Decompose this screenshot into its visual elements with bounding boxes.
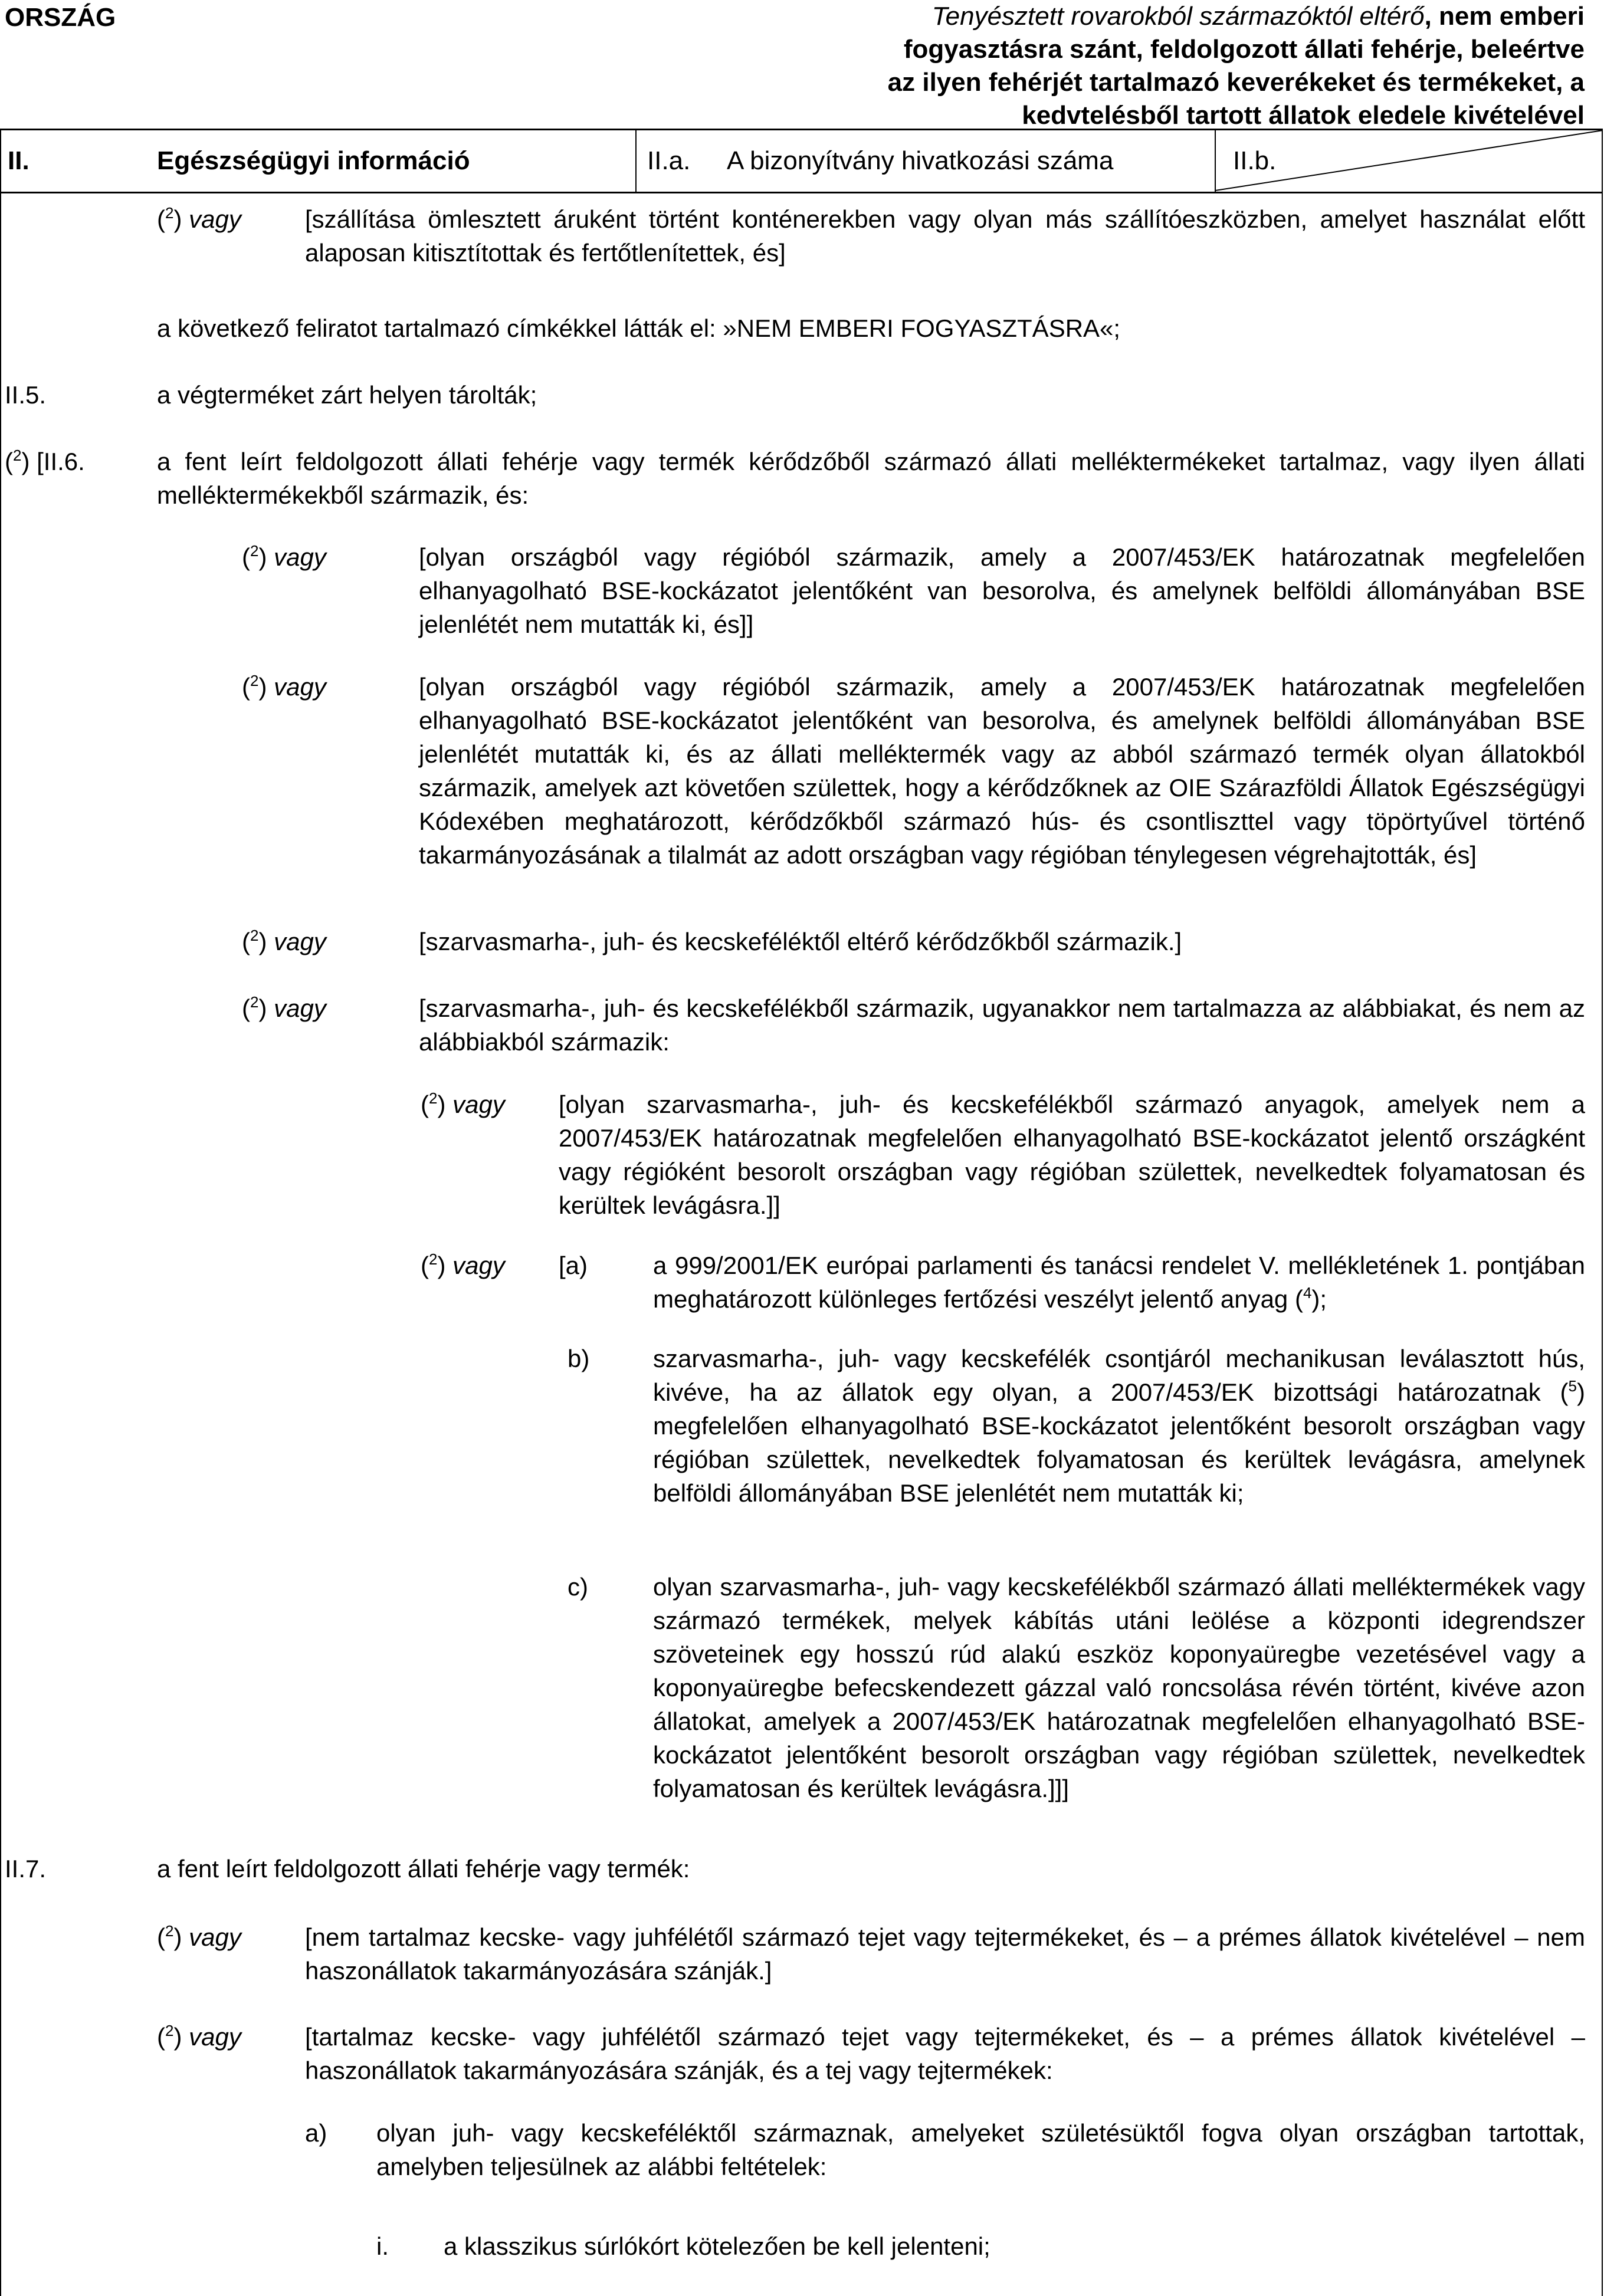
iib-label: II.b. bbox=[1233, 146, 1277, 175]
sub-item-a-tail: ); bbox=[1311, 1285, 1327, 1313]
option-marker: ($^2$) vagy bbox=[242, 672, 326, 701]
footnote-ref: 2 bbox=[165, 1922, 174, 1940]
footnote-ref: 2 bbox=[165, 204, 174, 222]
footnote-ref: 2 bbox=[250, 542, 259, 560]
ii7-sub-item-i-text: a klasszikus súrlókórt kötelezően be kell jelenteni; bbox=[444, 2232, 990, 2260]
footnote-ref: 5 bbox=[1568, 1377, 1577, 1395]
bulk-transport-option: [szállítása ömlesztett áruként történt konténerekben vagy olyan más szállítóeszközben, amelyet használat előtt alaposan kitisztítottak és fertőtlenítettek, és] bbox=[305, 205, 1585, 267]
footnote-ref: 2 bbox=[165, 2022, 174, 2039]
option-marker: ($^2$) vagy bbox=[421, 1089, 505, 1118]
item-text-ii6: a fent leírt feldolgozott állati fehérje vagy termék kérődzőből származó állati melléktermékeket tartalmaz, vagy ilyen állati melléktermékekből származik, és: bbox=[157, 448, 1585, 509]
vagy-label: vagy bbox=[189, 2023, 241, 2051]
sub-item-label-a: a) bbox=[305, 2119, 327, 2147]
title-bold-line-2: fogyasztásra szánt, feldolgozott állati fehérje, beleértve bbox=[903, 35, 1585, 64]
sub-item-label-c: c) bbox=[568, 1573, 588, 1601]
title-bold-line-3: az ilyen fehérjét tartalmazó keverékeket és termékeket, a bbox=[887, 68, 1585, 97]
section-title: Egészségügyi információ bbox=[157, 146, 470, 175]
option-marker: ($^2$) vagy bbox=[421, 1250, 505, 1279]
ii6-option-negligible-no-bse: [olyan országból vagy régióból származik, amely a 2007/453/EK határozatnak megfelelően elhanyagolható BSE-kockázatot jelentőként van besorolva, és amelynek belföldi állományában BSE jelenlétét nem mutatták ki, és]] bbox=[419, 543, 1585, 638]
ii6-option-bovine-ovine-caprine: [szarvasmarha-, juh- és kecskefélékből származik, ugyanakkor nem tartalmazza az alábbiakat, és nem az alábbiakból származik: bbox=[419, 994, 1585, 1056]
item-number-ii6-label: [II.6. bbox=[37, 448, 85, 475]
option-marker: ($^2$) vagy bbox=[157, 2022, 241, 2051]
sub-item-b-tail: ) megfelelően elhanyagolható BSE-kockázatot jelentőként besorolt országban vagy régióban születtek, nevelkedtek folyamatosan és kerültek levágásra, amelynek belföldi állományában BSE jelenlétét nem mutatták ki; bbox=[653, 1378, 1585, 1507]
vagy-label: vagy bbox=[274, 543, 326, 571]
nested-option-materials: [olyan szarvasmarha-, juh- és kecskefélékből származó anyagok, amelyek nem a 2007/453/EK határozatnak megfelelően elhanyagolható BSE-kockázatot jelentő országként vagy régióként besorolt országban vagy régióban születtek, nevelkedtek folyamatosan és kerültek levágásra.]] bbox=[559, 1090, 1585, 1219]
footnote-ref: 2 bbox=[250, 672, 259, 689]
item-text-ii7: a fent leírt feldolgozott állati fehérje vagy termék: bbox=[157, 1855, 690, 1883]
vagy-label: vagy bbox=[274, 928, 326, 955]
option-marker: ($^2$) vagy bbox=[157, 1922, 241, 1951]
sub-item-a-text: a 999/2001/EK európai parlamenti és tanácsi rendelet V. mellékletének 1. pontjában meghatározott különleges fertőzési veszélyt jelentő anyag ( bbox=[653, 1252, 1585, 1313]
ii6-option-other-ruminants: [szarvasmarha-, juh- és kecskeféléktől eltérő kérődzőkből származik.] bbox=[419, 928, 1182, 955]
vagy-label: vagy bbox=[274, 673, 326, 701]
certificate-title bbox=[700, 0, 1585, 132]
sub-item-label-a: [a) bbox=[559, 1252, 588, 1279]
item-number-ii6: ($^2$) [II.6. bbox=[5, 446, 85, 475]
item-number-ii7: II.7. bbox=[5, 1855, 47, 1883]
option-marker: ($^2$) vagy bbox=[242, 993, 326, 1022]
iib-diagonal-strike bbox=[1215, 130, 1603, 192]
option-marker: ($^2$) vagy bbox=[242, 542, 326, 571]
footnote-ref: 2 bbox=[429, 1250, 438, 1268]
footnote-ref: 2 bbox=[250, 927, 259, 944]
country-label: ORSZÁG bbox=[5, 3, 116, 32]
ii7-option-no-milk: [nem tartalmaz kecske- vagy juhfélétől származó tejet vagy tejtermékeket, és – a prémes állatok kivételével – nem haszonállatok takarmányozására szánják.] bbox=[305, 1923, 1585, 1985]
ii7-sub-item-a-text: olyan juh- vagy kecskeféléktől származnak, amelyeket születésüktől fogva olyan országban tartottak, amelyben teljesülnek az alábbi feltételek: bbox=[376, 2119, 1585, 2180]
header-divider bbox=[635, 130, 637, 192]
sub-item-b-text: szarvasmarha-, juh- vagy kecskefélék csontjáról mechanikusan leválasztott hús, kivéve, ha az állatok egy olyan, a 2007/453/EK bizottsági határozatnak ( bbox=[653, 1345, 1585, 1406]
item-text-ii5: a végterméket zárt helyen tárolták; bbox=[157, 381, 537, 409]
vagy-label: vagy bbox=[274, 994, 326, 1022]
sub-item-label-b: b) bbox=[568, 1345, 590, 1372]
footnote-ref: 2 bbox=[250, 993, 259, 1011]
title-bold-line-1: , nem emberi bbox=[1424, 2, 1585, 31]
frame-left-border bbox=[0, 129, 1, 2296]
sub-item-text-b bbox=[653, 1342, 1585, 1510]
labelling-statement: a következő feliratot tartalmazó címkékkel látták el: »NEM EMBERI FOGYASZTÁSRA«; bbox=[157, 314, 1121, 342]
ii7-option-with-milk: [tartalmaz kecske- vagy juhfélétől származó tejet vagy tejtermékeket, és – a prémes állatok kivételével – haszonállatok takarmányozására szánják, és a tej vagy tejtermékek: bbox=[305, 2023, 1585, 2084]
ii6-option-negligible-with-bse: [olyan országból vagy régióból származik, amely a 2007/453/EK határozatnak megfelelően elhanyagolható BSE-kockázatot jelentőként van besorolva, és amelynek belföldi állományában BSE jelenlétét mutatták ki, és az állati melléktermék vagy az abból származó termék olyan állatokból származik, amelyek azt követően születtek, hogy a kérődzőknek az OIE Szárazföldi Állatok Egészségügyi Kódexében meghatározott, kérődzőkből származó hús- és csontliszttel vagy töpörtyűvel történő takarmányozásának a tilalmát az adott országban vagy régióban ténylegesen végrehajtották, és] bbox=[419, 673, 1585, 869]
reference-number-label-num: II.a. bbox=[647, 146, 691, 175]
option-marker: ($^2$) vagy bbox=[242, 927, 326, 955]
frame-right-border bbox=[1602, 129, 1603, 2296]
sub-item-text-a bbox=[653, 1249, 1585, 1316]
footnote-ref: 2 bbox=[429, 1089, 438, 1107]
section-header-row bbox=[0, 129, 1603, 193]
sub-item-text-c: olyan szarvasmarha-, juh- vagy kecskefélékből származó állati melléktermékek vagy származó termékek, melyek kábítás utáni leölése a központi idegrendszer szöveteinek egy hosszú rúd alakú eszköz koponyaüregbe vezetésével vagy a koponyaüregbe befecskendezett gázzal való roncsolása révén történt, kivéve azon állatokat, amelyek a 2007/453/EK határozatnak megfelelően elhanyagolható BSE-kockázatot jelentőként besorolt országban vagy régióban születtek, nevelkedtek folyamatosan és kerültek levágásra.]]] bbox=[653, 1573, 1585, 1802]
sub-item-label-i: i. bbox=[376, 2232, 389, 2260]
vagy-label: vagy bbox=[189, 205, 241, 233]
item-number-ii5: II.5. bbox=[5, 381, 47, 409]
title-bold-line-4: kedvtelésből tartott állatok eledele kivételével bbox=[1022, 101, 1585, 130]
footnote-ref: 4 bbox=[1303, 1284, 1312, 1302]
title-italic-part: Tenyésztett rovarokból származóktól eltérő bbox=[931, 2, 1425, 31]
vagy-label: vagy bbox=[452, 1090, 505, 1118]
vagy-label: vagy bbox=[452, 1252, 505, 1279]
option-marker: ($^2$) vagy bbox=[157, 204, 241, 233]
footnote-ref: 2 bbox=[13, 446, 22, 464]
vagy-label: vagy bbox=[189, 1923, 241, 1951]
reference-number-label[interactable]: A bizonyítvány hivatkozási száma bbox=[727, 146, 1114, 175]
section-number: II. bbox=[8, 146, 29, 175]
